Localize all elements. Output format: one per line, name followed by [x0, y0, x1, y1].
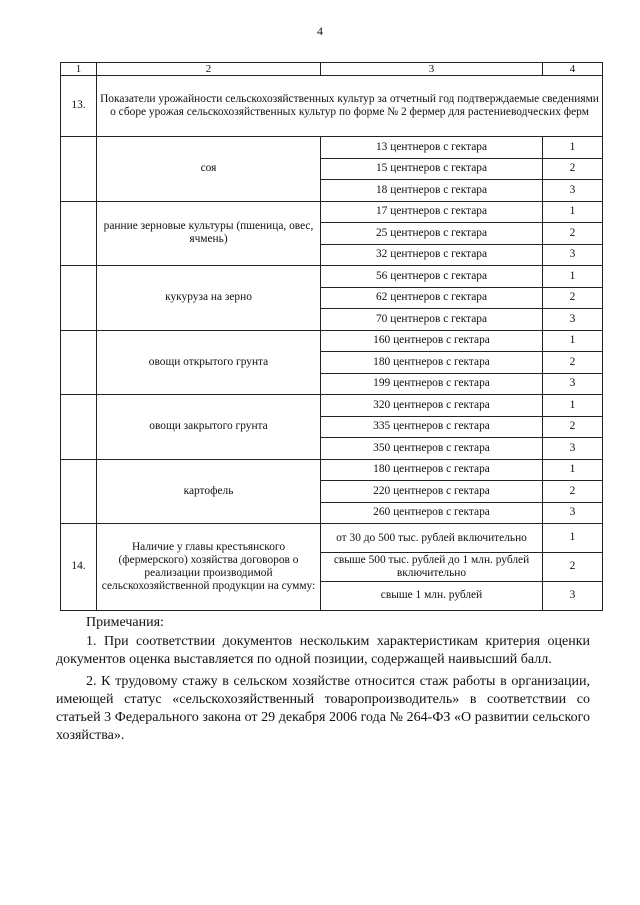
score-value: 3: [543, 373, 603, 395]
empty-cell: [61, 330, 97, 395]
score-value: 1: [543, 459, 603, 481]
score-value: 2: [543, 158, 603, 180]
crop-name: соя: [97, 137, 321, 202]
row-14-title: Наличие у главы крестьянского (фермерского) хозяйства договоров о реализации производимой сельскохозяйственной продукции на сумму:: [97, 524, 321, 611]
score-value: 1: [543, 330, 603, 352]
yield-value: 160 центнеров с гектара: [321, 330, 543, 352]
empty-cell: [61, 459, 97, 524]
notes-title: Примечания:: [86, 615, 164, 630]
crop-name: овощи закрытого грунта: [97, 395, 321, 460]
score-value: 2: [543, 352, 603, 374]
table-row: [61, 201, 603, 223]
header-row: [61, 63, 603, 76]
yield-value: 220 центнеров с гектара: [321, 481, 543, 503]
yield-value: 15 центнеров с гектара: [321, 158, 543, 180]
row-13-header: [61, 76, 603, 137]
contract-value: свыше 500 тыс. рублей до 1 млн. рублей включительно: [321, 553, 543, 582]
criteria-table: [60, 62, 603, 611]
empty-cell: [61, 201, 97, 266]
header-col-3: 3: [321, 63, 543, 76]
yield-value: 335 центнеров с гектара: [321, 416, 543, 438]
yield-value: 70 центнеров с гектара: [321, 309, 543, 331]
score-value: 2: [543, 481, 603, 503]
crop-name: картофель: [97, 459, 321, 524]
score-value: 3: [543, 309, 603, 331]
yield-value: 180 центнеров с гектара: [321, 459, 543, 481]
empty-cell: [61, 395, 97, 460]
row-13-title: Показатели урожайности сельскохозяйственных культур за отчетный год подтверждаемые сведениями о сборе урожая сельскохозяйственных культур по форме № 2 фермер для растениеводческих ферм: [97, 76, 603, 137]
note-item: 2. К трудовому стажу в сельском хозяйстве относится стаж работы в организации, имеющей статус «сельскохозяйственный товаропроизводитель» в соответствии со статьей 3 Федерального закона от 29 декабря 2006 года № 264-ФЗ «О развитии сельского хозяйства».: [56, 674, 590, 743]
table-row: [61, 459, 603, 481]
note-item: 1. При соответствии документов нескольким характеристикам критерия оценки документов оценка выставляется по одной позиции, содержащей наивысший балл.: [56, 633, 590, 667]
score-value: 1: [543, 201, 603, 223]
score-value: 3: [543, 180, 603, 202]
score-value: 2: [543, 287, 603, 309]
score-value: 1: [543, 395, 603, 417]
table-row: [61, 330, 603, 352]
header-col-2: 2: [97, 63, 321, 76]
score-value: 1: [543, 524, 603, 553]
score-value: 1: [543, 137, 603, 159]
yield-value: 17 центнеров с гектара: [321, 201, 543, 223]
yield-value: 56 центнеров с гектара: [321, 266, 543, 288]
page-number: 4: [317, 24, 323, 38]
table-row: [61, 524, 603, 553]
score-value: 3: [543, 244, 603, 266]
yield-value: 350 центнеров с гектара: [321, 438, 543, 460]
score-value: 2: [543, 223, 603, 245]
table-row: [61, 395, 603, 417]
notes-section: [56, 614, 590, 744]
yield-value: 180 центнеров с гектара: [321, 352, 543, 374]
header-col-1: 1: [61, 63, 97, 76]
score-value: 3: [543, 502, 603, 524]
score-value: 3: [543, 582, 603, 611]
crop-name: кукуруза на зерно: [97, 266, 321, 331]
score-value: 1: [543, 266, 603, 288]
row-14-number: 14.: [61, 524, 97, 611]
yield-value: 32 центнеров с гектара: [321, 244, 543, 266]
table-row: [61, 137, 603, 159]
header-col-4: 4: [543, 63, 603, 76]
yield-value: 13 центнеров с гектара: [321, 137, 543, 159]
contract-value: от 30 до 500 тыс. рублей включительно: [321, 524, 543, 553]
row-13-number: 13.: [61, 76, 97, 137]
contract-value: свыше 1 млн. рублей: [321, 582, 543, 611]
table-row: [61, 266, 603, 288]
yield-value: 62 центнеров с гектара: [321, 287, 543, 309]
empty-cell: [61, 137, 97, 202]
score-value: 3: [543, 438, 603, 460]
score-value: 2: [543, 553, 603, 582]
crop-name: овощи открытого грунта: [97, 330, 321, 395]
empty-cell: [61, 266, 97, 331]
yield-value: 25 центнеров с гектара: [321, 223, 543, 245]
score-value: 2: [543, 416, 603, 438]
crop-name: ранние зерновые культуры (пшеница, овес, ячмень): [97, 201, 321, 266]
yield-value: 18 центнеров с гектара: [321, 180, 543, 202]
yield-value: 320 центнеров с гектара: [321, 395, 543, 417]
yield-value: 199 центнеров с гектара: [321, 373, 543, 395]
yield-value: 260 центнеров с гектара: [321, 502, 543, 524]
